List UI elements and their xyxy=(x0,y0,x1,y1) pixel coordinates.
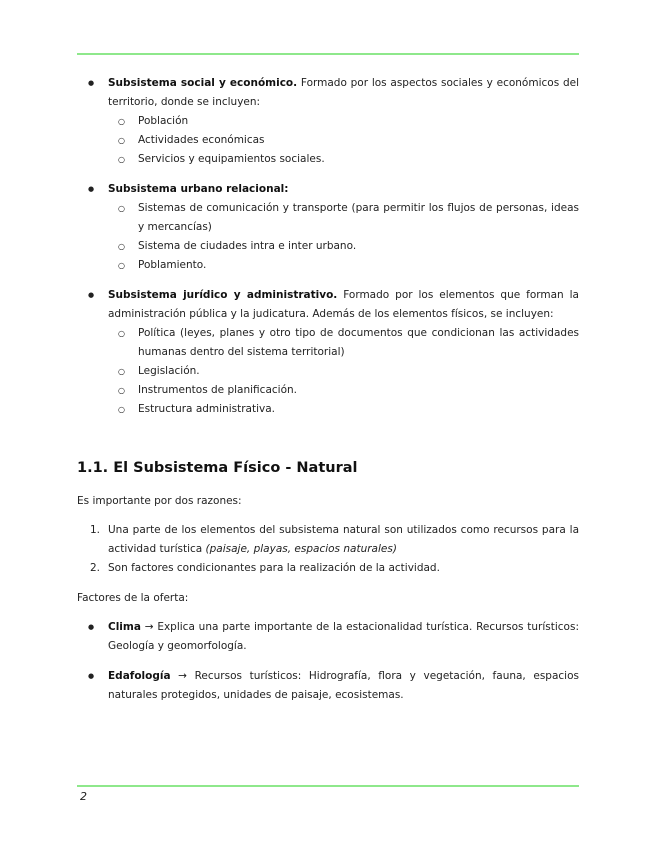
item-text: Son factores condicionantes para la realización de la actividad. xyxy=(108,562,440,574)
item-text: Formado por los elementos que forman la administración pública y la judicatura. Además de los elementos físicos, se incluyen: xyxy=(108,289,579,320)
list-item xyxy=(77,74,579,169)
sub-item: ○ Sistema de ciudades intra e inter urbano. xyxy=(108,237,579,256)
sub-item: ○ Estructura administrativa. xyxy=(108,400,579,419)
factores-list xyxy=(77,618,579,705)
item-text: Una parte de los elementos del subsistema natural son utilizados como recursos para la actividad turística xyxy=(108,524,579,555)
list-item xyxy=(77,667,579,705)
item-title: Subsistema social y económico. xyxy=(108,77,298,89)
subsystem-list xyxy=(77,74,579,419)
sub-item: ○ Sistemas de comunicación y transporte (para permitir los flujos de personas, ideas y mercancías) xyxy=(108,199,579,237)
list-item xyxy=(77,559,579,578)
page-number: 2 xyxy=(80,790,87,803)
sub-item: ○ Poblamiento. xyxy=(108,256,579,275)
sub-item: ○ Política (leyes, planes y otro tipo de documentos que condicionan las actividades humanas dentro del sistema territorial) xyxy=(108,324,579,362)
sub-list xyxy=(108,324,579,419)
factores-label: Factores de la oferta: xyxy=(77,592,189,604)
footer-rule xyxy=(77,785,579,787)
item-title: Subsistema urbano relacional: xyxy=(108,183,289,195)
list-item xyxy=(77,521,579,559)
item-number: 2. xyxy=(90,562,101,574)
sub-list xyxy=(108,199,579,275)
page-content xyxy=(77,74,579,705)
sub-item: ○ Población xyxy=(108,112,579,131)
item-text: → Explica una parte importante de la estacionalidad turística. Recursos turísticos: Geología y geomorfología. xyxy=(108,621,579,652)
intro-paragraph: Es importante por dos razones: xyxy=(77,495,242,507)
sub-item: ○ Instrumentos de planificación. xyxy=(108,381,579,400)
sub-item: ○ Actividades económicas xyxy=(108,131,579,150)
item-title: Clima xyxy=(108,621,141,633)
reasons-list xyxy=(77,521,579,578)
sub-item: ○ Legislación. xyxy=(108,362,579,381)
section-heading: 1.1. El Subsistema Físico - Natural xyxy=(77,460,358,476)
header-rule xyxy=(77,53,579,55)
sub-list xyxy=(108,112,579,169)
list-item xyxy=(77,618,579,656)
list-item xyxy=(77,286,579,419)
item-title: Subsistema jurídico y administrativo. xyxy=(108,289,338,301)
list-item xyxy=(77,180,579,275)
item-text: Formado por los aspectos sociales y económicos del territorio, donde se incluyen: xyxy=(108,77,579,108)
item-number: 1. xyxy=(90,524,101,536)
item-italic: (paisaje, playas, espacios naturales) xyxy=(205,543,397,555)
sub-item: ○ Servicios y equipamientos sociales. xyxy=(108,150,579,169)
item-text: → Recursos turísticos: Hidrografía, flora y vegetación, fauna, espacios naturales protegidos, unidades de paisaje, ecosistemas. xyxy=(108,670,579,701)
item-title: Edafología xyxy=(108,670,171,682)
